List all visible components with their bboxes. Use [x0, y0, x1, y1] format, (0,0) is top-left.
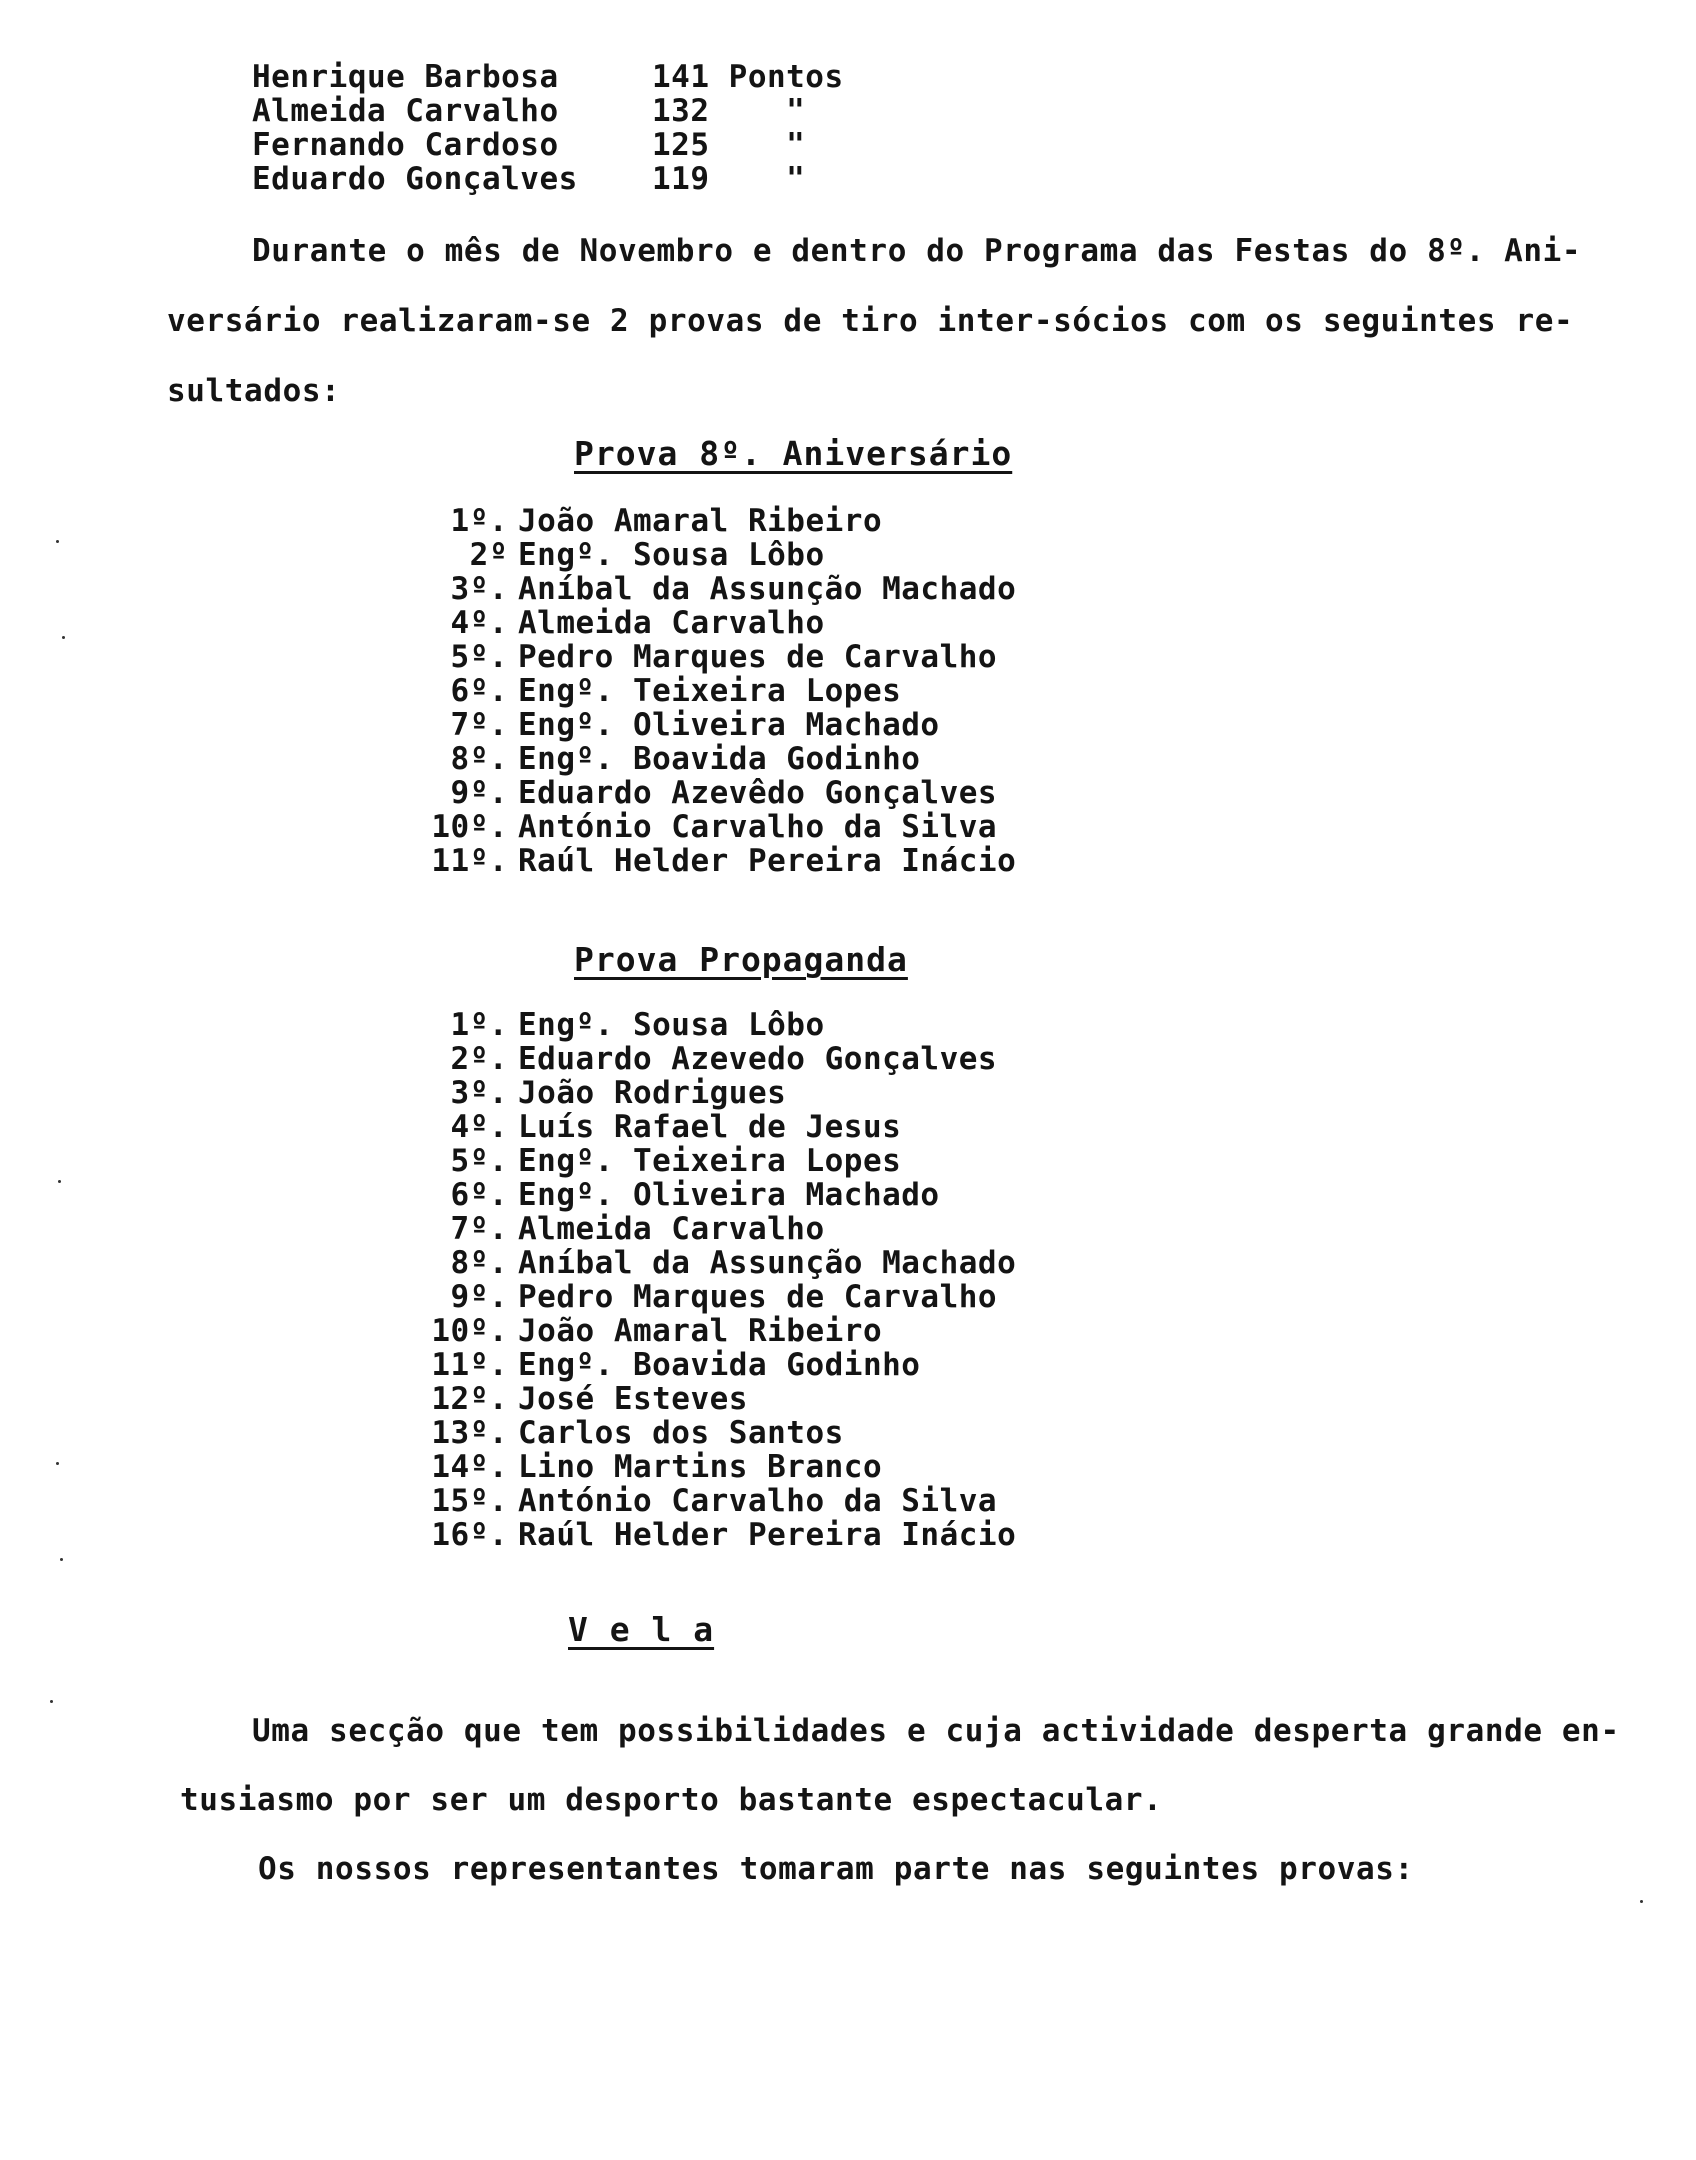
- list-item: [408, 742, 1016, 776]
- competitor-name: Raúl Helder Pereira Inácio: [518, 1517, 1017, 1553]
- list-item: [408, 572, 1016, 606]
- list-item: [408, 776, 1016, 810]
- competitor-name: Eduardo Azevedo Gonçalves: [518, 1041, 998, 1077]
- list-item: [408, 1144, 1016, 1178]
- list-item: [408, 1280, 1016, 1314]
- rank: 12º.: [431, 1381, 508, 1417]
- competitor-name: Engº. Boavida Godinho: [518, 1347, 921, 1383]
- scan-speck: [62, 636, 65, 639]
- competitor-name: Lino Martins Branco: [518, 1449, 883, 1485]
- rank: 10º.: [431, 809, 508, 845]
- list-item: [408, 640, 1016, 674]
- vela-para-line-1: Uma secção que tem possibilidades e cuja actividade desperta grande en-: [252, 1713, 1620, 1749]
- list-item: [408, 708, 1016, 742]
- rank: 10º.: [431, 1313, 508, 1349]
- competitor-name: Engº. Teixeira Lopes: [518, 673, 902, 709]
- list-item: [408, 1042, 1016, 1076]
- rank: 11º.: [431, 1347, 508, 1383]
- competitor-name: Almeida Carvalho: [518, 1211, 825, 1247]
- ranking-list-propaganda: [408, 1008, 1016, 1552]
- scan-speck: [58, 1180, 61, 1183]
- list-item: [408, 606, 1016, 640]
- rank: 1º.: [450, 503, 508, 539]
- rank: 7º.: [450, 1211, 508, 1247]
- rank: 3º.: [450, 1075, 508, 1111]
- score-name: Eduardo Gonçalves: [252, 161, 578, 197]
- scan-speck: [1640, 1900, 1643, 1903]
- competitor-name: Engº. Oliveira Machado: [518, 1177, 940, 1213]
- rank: 14º.: [431, 1449, 508, 1485]
- list-item: [408, 1348, 1016, 1382]
- list-item: [408, 1246, 1016, 1280]
- competitor-name: Pedro Marques de Carvalho: [518, 639, 998, 675]
- list-item: [408, 1314, 1016, 1348]
- score-value: 119 ": [652, 161, 806, 197]
- competitor-name: Almeida Carvalho: [518, 605, 825, 641]
- list-item: [408, 1416, 1016, 1450]
- list-item: [408, 1178, 1016, 1212]
- competitor-name: Eduardo Azevêdo Gonçalves: [518, 775, 998, 811]
- rank: 5º.: [450, 1143, 508, 1179]
- rank: 9º.: [450, 775, 508, 811]
- rank: 16º.: [431, 1517, 508, 1553]
- rank: 8º.: [450, 741, 508, 777]
- list-item: [408, 844, 1016, 878]
- rank: 4º.: [450, 605, 508, 641]
- list-item: [408, 1518, 1016, 1552]
- list-item: [408, 1008, 1016, 1042]
- competitor-name: António Carvalho da Silva: [518, 809, 998, 845]
- intro-line-1: Durante o mês de Novembro e dentro do Programa das Festas do 8º. Ani-: [252, 233, 1582, 269]
- list-item: [408, 674, 1016, 708]
- score-value: 132 ": [652, 93, 806, 129]
- rank: 13º.: [431, 1415, 508, 1451]
- scan-speck: [56, 1462, 59, 1465]
- list-item: [408, 1382, 1016, 1416]
- competitor-name: António Carvalho da Silva: [518, 1483, 998, 1519]
- competitor-name: Engº. Sousa Lôbo: [518, 537, 825, 573]
- score-value: 125 ": [652, 127, 806, 163]
- scan-speck: [56, 540, 59, 543]
- score-name: Almeida Carvalho: [252, 93, 559, 129]
- section-heading-prova-aniversario: Prova 8º. Aniversário: [574, 434, 1013, 473]
- rank: 8º.: [450, 1245, 508, 1281]
- rank: 1º.: [450, 1007, 508, 1043]
- rank: 6º.: [450, 673, 508, 709]
- rank: 4º.: [450, 1109, 508, 1145]
- competitor-name: José Esteves: [518, 1381, 748, 1417]
- competitor-name: Raúl Helder Pereira Inácio: [518, 843, 1017, 879]
- competitor-name: Carlos dos Santos: [518, 1415, 844, 1451]
- competitor-name: Engº. Teixeira Lopes: [518, 1143, 902, 1179]
- rank: 15º.: [431, 1483, 508, 1519]
- score-name: Henrique Barbosa: [252, 59, 559, 95]
- ranking-list-aniversario: [408, 504, 1016, 878]
- list-item: [408, 538, 1016, 572]
- vela-para-line-2: tusiasmo por ser um desporto bastante espectacular.: [180, 1782, 1163, 1818]
- list-item: [408, 1212, 1016, 1246]
- rank: 6º.: [450, 1177, 508, 1213]
- list-item: [408, 810, 1016, 844]
- score-name: Fernando Cardoso: [252, 127, 559, 163]
- rank: 5º.: [450, 639, 508, 675]
- list-item: [408, 1484, 1016, 1518]
- rank: 3º.: [450, 571, 508, 607]
- list-item: [408, 1076, 1016, 1110]
- rank: 7º.: [450, 707, 508, 743]
- vela-para-2: Os nossos representantes tomaram parte nas seguintes provas:: [258, 1851, 1414, 1887]
- intro-line-3: sultados:: [167, 373, 341, 409]
- scan-speck: [60, 1558, 63, 1561]
- intro-line-2: versário realizaram-se 2 provas de tiro inter-sócios com os seguintes re-: [167, 303, 1574, 339]
- rank: 2º.: [450, 1041, 508, 1077]
- competitor-name: Engº. Boavida Godinho: [518, 741, 921, 777]
- competitor-name: Luís Rafael de Jesus: [518, 1109, 902, 1145]
- scan-speck: [50, 1700, 53, 1703]
- competitor-name: Pedro Marques de Carvalho: [518, 1279, 998, 1315]
- competitor-name: João Amaral Ribeiro: [518, 503, 883, 539]
- competitor-name: Engº. Oliveira Machado: [518, 707, 940, 743]
- rank: 2º: [469, 537, 508, 573]
- rank: 9º.: [450, 1279, 508, 1315]
- competitor-name: João Rodrigues: [518, 1075, 787, 1111]
- competitor-name: Aníbal da Assunção Machado: [518, 571, 1017, 607]
- section-heading-vela: V e l a: [568, 1610, 715, 1649]
- competitor-name: Aníbal da Assunção Machado: [518, 1245, 1017, 1281]
- section-heading-prova-propaganda: Prova Propaganda: [574, 940, 908, 979]
- rank: 11º.: [431, 843, 508, 879]
- list-item: [408, 504, 1016, 538]
- competitor-name: Engº. Sousa Lôbo: [518, 1007, 825, 1043]
- list-item: [408, 1110, 1016, 1144]
- list-item: [408, 1450, 1016, 1484]
- score-value: 141 Pontos: [652, 59, 844, 95]
- competitor-name: João Amaral Ribeiro: [518, 1313, 883, 1349]
